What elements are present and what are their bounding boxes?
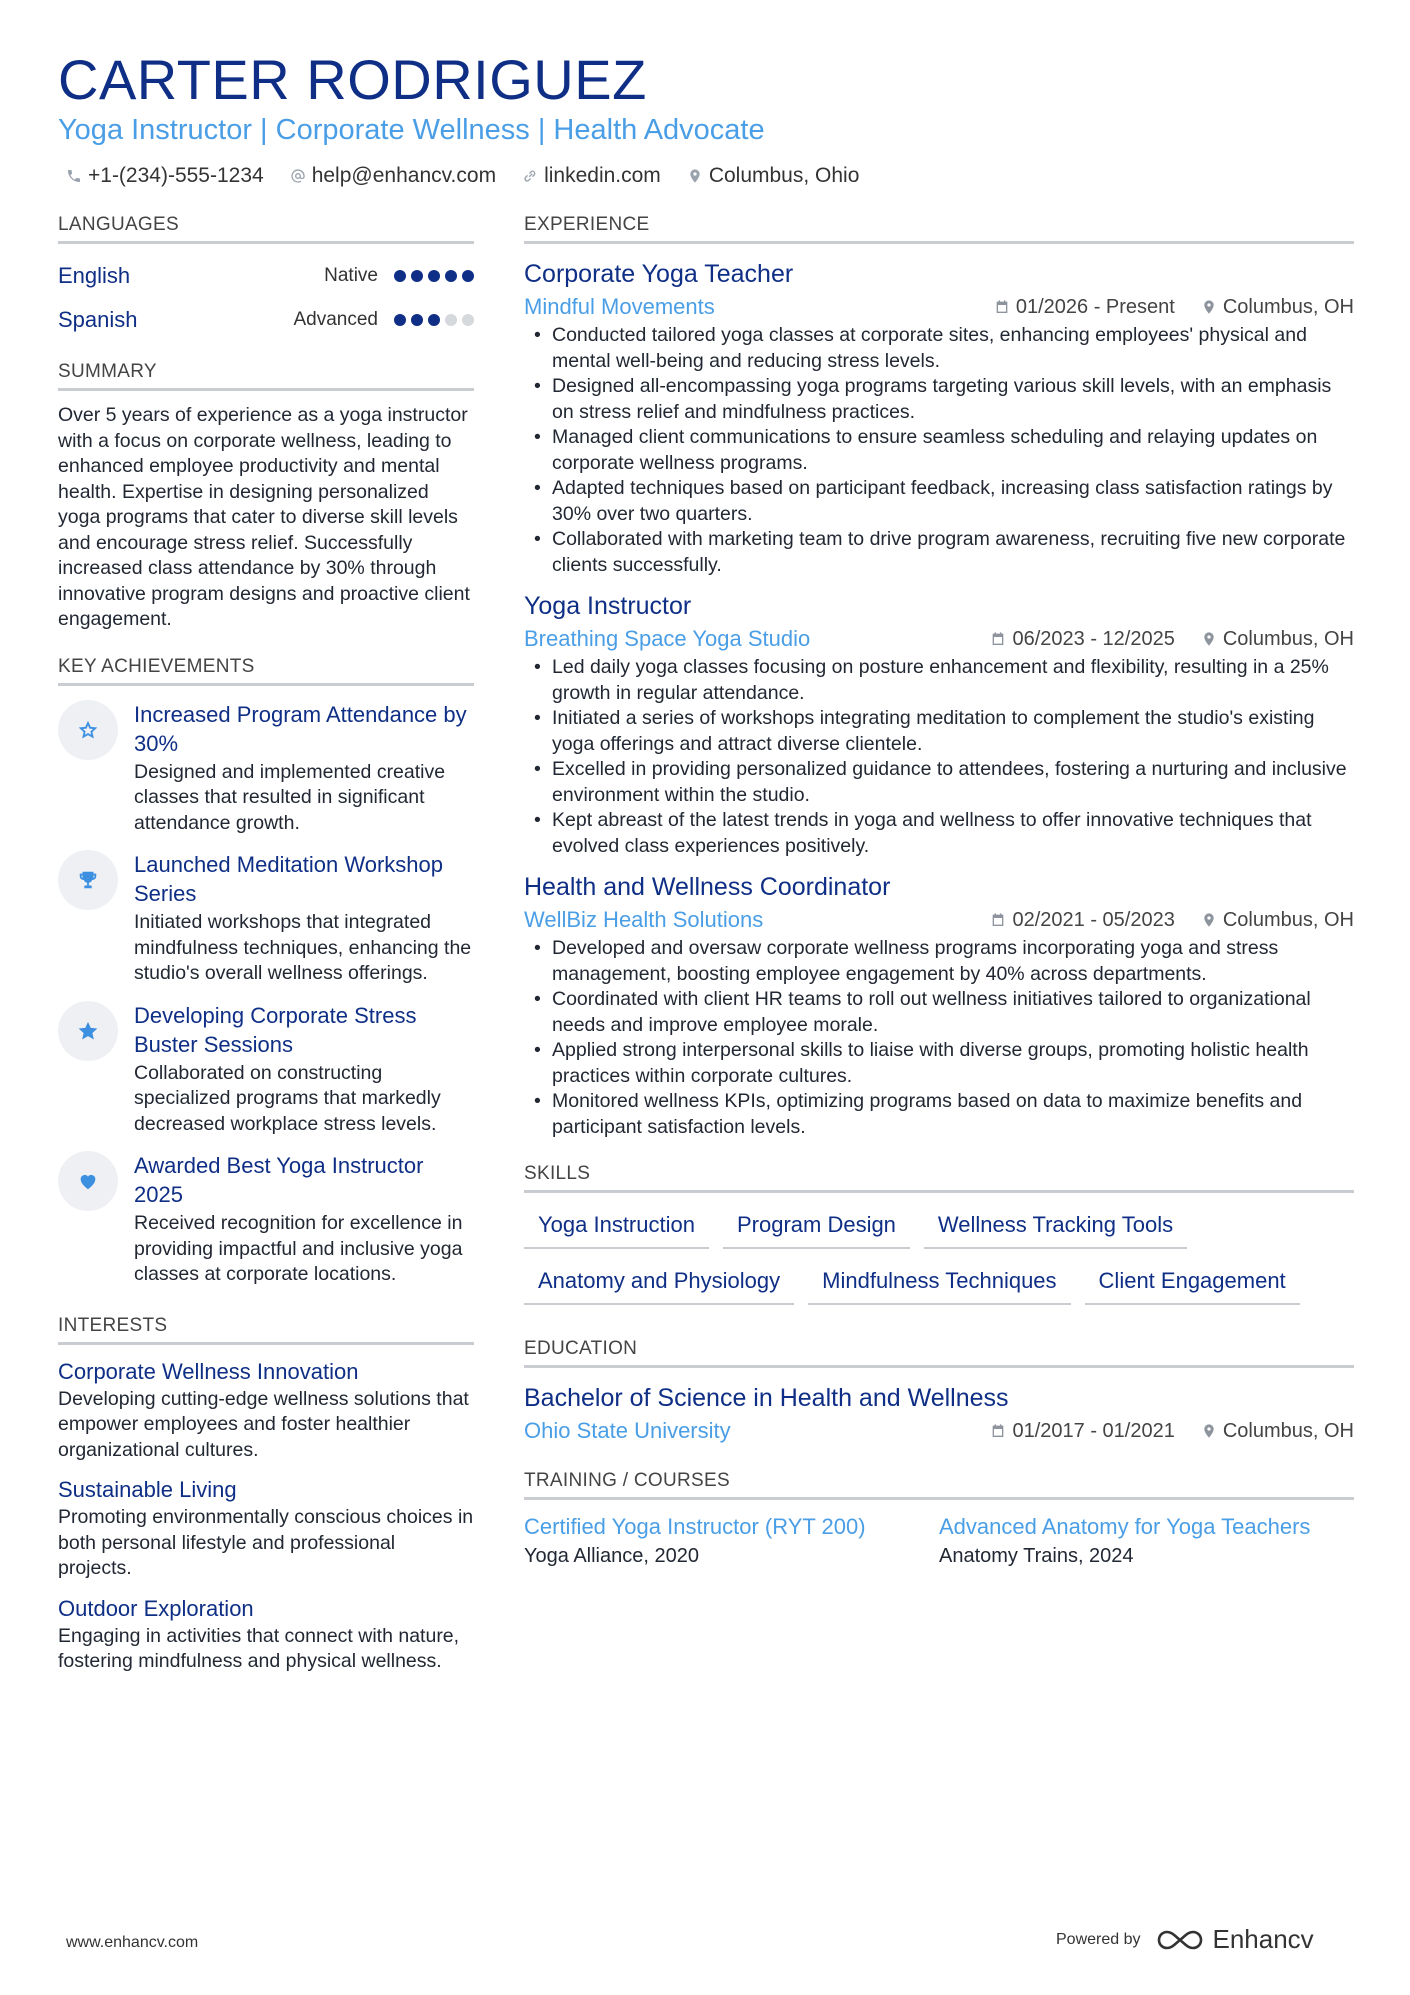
achievement-icon-wrap <box>58 850 118 910</box>
contact-linkedin[interactable] <box>522 162 661 190</box>
education-location-text: Columbus, OH <box>1222 1419 1354 1442</box>
language-item <box>58 298 474 342</box>
interest-desc: Engaging in activities that connect with nature, fostering mindfulness and physical wellness. <box>58 1624 460 1672</box>
brand-logo[interactable] <box>1155 1924 1314 1955</box>
course-title: Certified Yoga Instructor (RYT 200) <box>524 1514 866 1539</box>
achievements-list <box>58 700 474 1288</box>
job-bullets <box>524 655 1354 859</box>
achievement-desc: Collaborated on constructing specialized programs that markedly decreased workplace stress levels. <box>134 1061 441 1135</box>
skill-tag: Program Design <box>723 1207 910 1249</box>
education-heading: EDUCATION <box>524 1337 1354 1368</box>
job-company: Breathing Space Yoga Studio <box>524 626 811 651</box>
job-bullet: • Led daily yoga classes focusing on posture enhancement and flexibility, resulting in a 25% growth in regular attendance. <box>552 655 1354 706</box>
job-bullet: • Managed client communications to ensure seamless scheduling and relaying updates on corporate wellness programs. <box>552 425 1354 476</box>
achievement-desc: Received recognition for excellence in providing impactful and inclusive yoga classes at corporate locations. <box>134 1212 463 1285</box>
course-item <box>524 1512 939 1570</box>
job-bullet: • Initiated a series of workshops integrating meditation to complement the studio's existing yoga offerings and attract diverse clientele. <box>552 706 1354 757</box>
interest-desc: Developing cutting-edge wellness solutions that empower employees and foster healthier organizational cultures. <box>58 1387 469 1461</box>
interest-title: Sustainable Living <box>58 1477 237 1502</box>
star-outline-icon <box>77 719 99 741</box>
language-level: Advanced <box>293 309 378 330</box>
calendar-icon <box>990 912 1006 928</box>
calendar-icon <box>994 299 1010 315</box>
dot-filled <box>394 270 406 282</box>
achievement-desc: Designed and implemented creative classes that resulted in significant attendance growth. <box>134 760 446 834</box>
job-bullet: • Coordinated with client HR teams to roll out wellness initiatives tailored to organizational needs and improve employee morale. <box>552 987 1354 1038</box>
job-location <box>1201 628 1354 651</box>
job-dates-text: 06/2023 - 12/2025 <box>1012 627 1175 650</box>
job-bullet: • Designed all-encompassing yoga programs targeting various skill levels, with an emphasis on stress relief and mindfulness practices. <box>552 374 1354 425</box>
interest-item <box>58 1357 474 1464</box>
education-dates <box>990 1420 1174 1443</box>
languages-heading: LANGUAGES <box>58 213 474 244</box>
achievement-icon-wrap <box>58 1001 118 1061</box>
location-pin-icon <box>1201 631 1217 647</box>
achievement-icon-wrap <box>58 700 118 760</box>
job-dates-text: 01/2026 - Present <box>1015 295 1175 318</box>
job-dates <box>994 296 1175 319</box>
skill-tag: Client Engagement <box>1085 1263 1300 1305</box>
course-provider: Anatomy Trains, 2024 <box>939 1545 1134 1567</box>
calendar-icon <box>990 1423 1006 1439</box>
achievement-item <box>58 1001 474 1138</box>
at-icon <box>290 168 306 184</box>
job-title: Health and Wellness Coordinator <box>524 873 891 901</box>
phone-text: +1-(234)-555-1234 <box>88 164 264 187</box>
footer-website[interactable]: www.enhancv.com <box>66 1934 199 1951</box>
job-bullet: • Collaborated with marketing team to drive program awareness, recruiting five new corporate clients successfully. <box>552 527 1354 578</box>
interest-title: Outdoor Exploration <box>58 1595 254 1621</box>
job-bullet: • Developed and oversaw corporate wellness programs incorporating yoga and stress management, boosting employee engagement by 40% across departments. <box>552 936 1354 987</box>
education-dates-text: 01/2017 - 01/2021 <box>1012 1419 1175 1442</box>
job-company: WellBiz Health Solutions <box>524 907 764 932</box>
skill-tag: Wellness Tracking Tools <box>924 1207 1187 1249</box>
job-location-text: Columbus, OH <box>1222 908 1354 931</box>
job-location <box>1201 909 1354 932</box>
job-bullets <box>524 323 1354 578</box>
dot-filled <box>428 270 440 282</box>
dot-filled <box>445 270 457 282</box>
summary-heading: SUMMARY <box>58 360 474 391</box>
job-bullets <box>524 936 1354 1140</box>
job-location <box>1201 296 1354 319</box>
link-icon <box>522 168 538 184</box>
job-bullet: • Kept abreast of the latest trends in yoga and wellness to offer innovative techniques that evolved class experiences positively. <box>552 808 1354 859</box>
achievement-item <box>58 1151 474 1288</box>
skill-tag: Mindfulness Techniques <box>808 1263 1070 1305</box>
degree-title: Bachelor of Science in Health and Wellness <box>524 1384 1009 1412</box>
course-item <box>939 1512 1354 1570</box>
job-entry <box>524 258 1354 578</box>
job-bullet: • Monitored wellness KPIs, optimizing programs based on data to maximize benefits and participant satisfaction levels. <box>552 1089 1354 1140</box>
summary-text: Over 5 years of experience as a yoga instructor with a focus on corporate wellness, leading to enhanced employee productivity and mental health. Expertise in designing personalized yoga programs that cater to diverse skill levels and encourage stress relief. Successfully increased class attendance by 30% through innovative program designs and proactive client engagement. <box>58 404 470 630</box>
achievement-title: Developing Corporate Stress Buster Sessions <box>134 1002 417 1057</box>
location-text: Columbus, Ohio <box>708 164 860 187</box>
job-bullet: • Conducted tailored yoga classes at corporate sites, enhancing employees' physical and mental well-being and reducing stress levels. <box>552 323 1354 374</box>
powered-by-text: Powered by <box>1056 1930 1141 1948</box>
contact-phone[interactable] <box>66 162 264 190</box>
email-text: help@enhancv.com <box>311 164 497 187</box>
job-dates-text: 02/2021 - 05/2023 <box>1012 908 1175 931</box>
calendar-icon <box>990 631 1006 647</box>
interest-title: Corporate Wellness Innovation <box>58 1358 359 1384</box>
language-proficiency-dots <box>394 270 474 282</box>
contact-bar <box>66 162 859 190</box>
skills-list <box>524 1207 1344 1305</box>
right-column <box>524 213 1354 1570</box>
achievement-title: Awarded Best Yoga Instructor 2025 <box>134 1153 424 1207</box>
candidate-title: Yoga Instructor | Corporate Wellness | Health Advocate <box>58 114 765 146</box>
skill-tag: Yoga Instruction <box>524 1207 709 1249</box>
interest-desc: Promoting environmentally conscious choices in both personal lifestyle and professional projects. <box>58 1506 474 1579</box>
phone-icon <box>66 168 82 184</box>
trophy-icon <box>77 869 99 891</box>
job-dates <box>990 628 1174 651</box>
location-pin-icon <box>687 168 703 184</box>
achievement-title: Launched Meditation Workshop Series <box>134 852 444 906</box>
job-location-text: Columbus, OH <box>1222 295 1354 318</box>
dot-filled <box>394 314 406 326</box>
left-column <box>58 213 474 1675</box>
school-name: Ohio State University <box>524 1418 731 1443</box>
skills-heading: SKILLS <box>524 1162 1354 1193</box>
star-icon <box>77 1020 99 1042</box>
courses-list <box>524 1512 1354 1570</box>
job-location-text: Columbus, OH <box>1222 627 1354 650</box>
dot-filled <box>462 270 474 282</box>
training-heading: TRAINING / COURSES <box>524 1469 1354 1500</box>
dot-filled <box>411 270 423 282</box>
candidate-name: CARTER RODRIGUEZ <box>58 48 647 111</box>
interests-heading: INTERESTS <box>58 1314 474 1345</box>
dot-filled <box>411 314 423 326</box>
achievement-icon-wrap <box>58 1151 118 1211</box>
contact-email[interactable] <box>290 162 496 190</box>
job-title: Corporate Yoga Teacher <box>524 260 794 288</box>
job-bullet: • Excelled in providing personalized guidance to attendees, fostering a nurturing and inclusive environment within the studio. <box>552 757 1354 808</box>
achievement-desc: Initiated workshops that integrated mindfulness techniques, enhancing the studio's overall wellness offerings. <box>134 911 472 984</box>
job-bullet: • Adapted techniques based on participant feedback, increasing class satisfaction ratings by 30% over two quarters. <box>552 476 1354 527</box>
location-pin-icon <box>1201 912 1217 928</box>
job-entry <box>524 590 1354 859</box>
language-name: Spanish <box>58 307 138 332</box>
dot-filled <box>428 314 440 326</box>
course-title: Advanced Anatomy for Yoga Teachers <box>939 1514 1311 1539</box>
linkedin-text: linkedin.com <box>544 164 661 187</box>
course-provider: Yoga Alliance, 2020 <box>524 1545 699 1567</box>
achievement-item <box>58 700 474 837</box>
interest-item <box>58 1594 474 1675</box>
language-proficiency-dots <box>394 314 474 326</box>
location-pin-icon <box>1201 299 1217 315</box>
contact-location <box>687 162 860 190</box>
language-level: Native <box>324 265 378 286</box>
job-entry <box>524 871 1354 1140</box>
job-company: Mindful Movements <box>524 294 715 319</box>
heart-icon <box>77 1170 99 1192</box>
enhancv-logo-icon <box>1155 1927 1205 1953</box>
education-row <box>524 1415 1354 1447</box>
interest-item <box>58 1475 474 1582</box>
job-bullet: • Applied strong interpersonal skills to liaise with diverse groups, promoting holistic health practices within corporate cultures. <box>552 1038 1354 1089</box>
education-location <box>1201 1420 1354 1443</box>
language-item <box>58 254 474 298</box>
skill-tag: Anatomy and Physiology <box>524 1263 794 1305</box>
achievements-heading: KEY ACHIEVEMENTS <box>58 655 474 686</box>
interests-list <box>58 1357 474 1675</box>
experience-heading: EXPERIENCE <box>524 213 1354 244</box>
language-name: English <box>58 263 131 288</box>
location-pin-icon <box>1201 1423 1217 1439</box>
job-dates <box>990 909 1174 932</box>
achievement-title: Increased Program Attendance by 30% <box>134 701 467 756</box>
dot-empty <box>462 314 474 326</box>
dot-empty <box>445 314 457 326</box>
job-title: Yoga Instructor <box>524 592 692 620</box>
footer-branding <box>1056 1924 1314 1955</box>
brand-name: Enhancv <box>1212 1924 1314 1954</box>
languages-list <box>58 254 474 342</box>
achievement-item <box>58 850 474 987</box>
